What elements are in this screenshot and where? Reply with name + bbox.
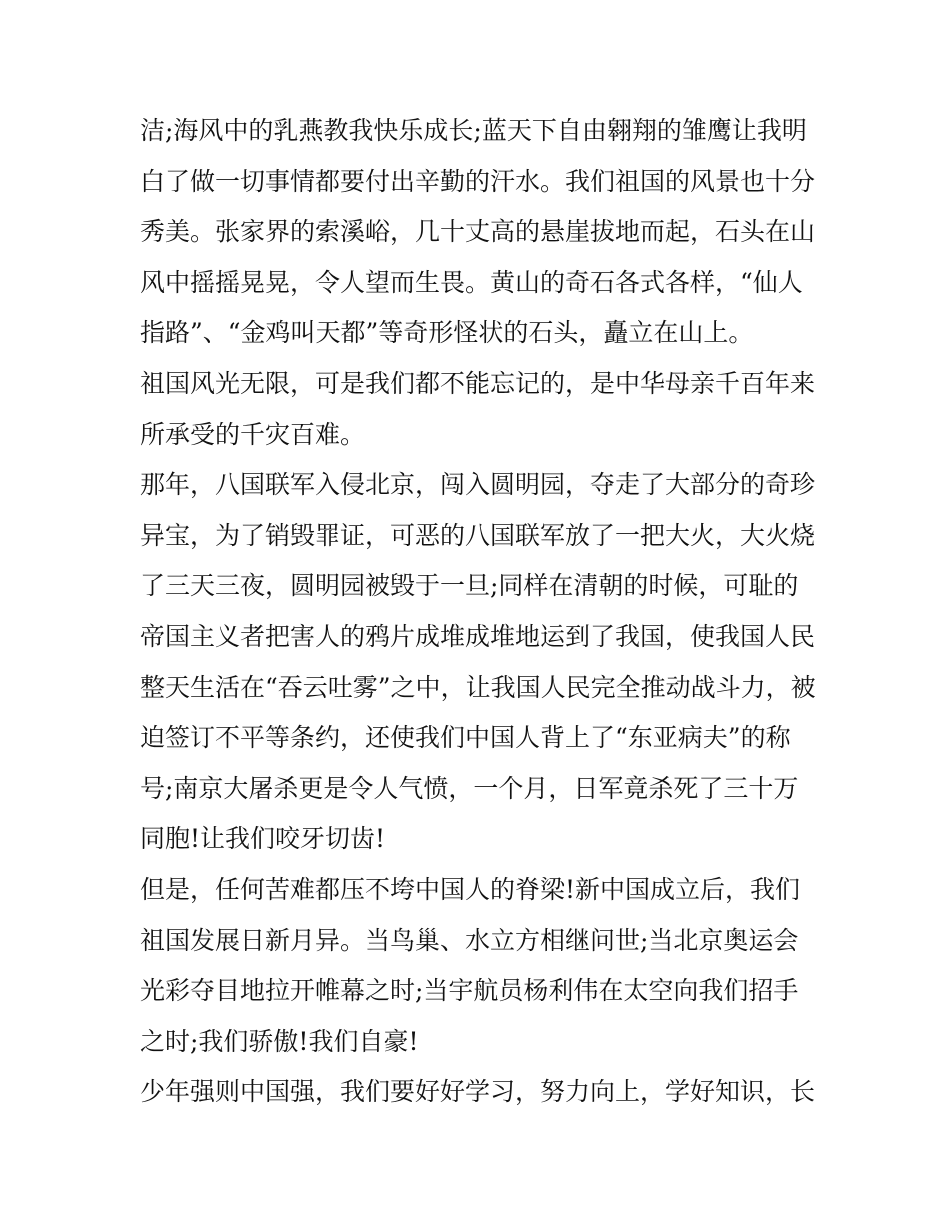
text-line-16: 但是，任何苦难都压不垮中国人的脊梁!新中国成立后，我们 — [140, 874, 801, 904]
text-line-13: 迫签订不平等条约，还使我们中国人背上了“东亚病夫”的称 — [140, 723, 791, 753]
text-line-1: 洁;海风中的乳燕教我快乐成长;蓝天下自由翱翔的雏鹰让我明 — [140, 116, 807, 145]
text-line-4: 风中摇摇晃晃，令人望而生畏。黄山的奇石各式各样，“仙人 — [140, 267, 803, 297]
body-text — [140, 106, 830, 1118]
text-line-10: 了三天三夜，圆明园被毁于一旦;同样在清朝的时候，可耻的 — [140, 571, 799, 601]
text-line-12: 整天生活在“吞云吐雾”之中，让我国人民完全推动战斗力，被 — [140, 672, 816, 702]
text-line-9: 异宝，为了销毁罪证，可恶的八国联军放了一把大火，大火烧 — [140, 520, 816, 550]
text-line-11: 帝国主义者把害人的鸦片成堆成堆地运到了我国，使我国人民 — [140, 621, 816, 651]
text-line-19: 之时;我们骄傲!我们自豪! — [140, 1026, 419, 1056]
text-line-18: 光彩夺目地拉开帷幕之时;当宇航员杨利伟在太空向我们招手 — [140, 976, 799, 1006]
text-line-8: 那年，八国联军入侵北京，闯入圆明园，夺走了大部分的奇珍 — [140, 470, 816, 500]
text-line-17: 祖国发展日新月异。当鸟巢、水立方相继问世;当北京奥运会 — [140, 925, 799, 955]
text-line-15: 同胞!让我们咬牙切齿! — [140, 824, 386, 854]
text-line-6: 祖国风光无限，可是我们都不能忘记的，是中华母亲千百年来 — [140, 368, 816, 398]
text-line-20: 少年强则中国强，我们要好好学习，努力向上，学好知识，长 — [140, 1077, 816, 1107]
text-line-7: 所承受的千灾百难。 — [140, 419, 366, 449]
text-line-5: 指路”、“金鸡叫天都”等奇形怪状的石头，矗立在山上。 — [140, 318, 754, 348]
text-line-2: 白了做一切事情都要付出辛勤的汗水。我们祖国的风景也十分 — [140, 166, 816, 196]
text-line-3: 秀美。张家界的索溪峪，几十丈高的悬崖拔地而起，石头在山 — [140, 217, 816, 247]
text-line-14: 号;南京大屠杀更是令人气愤，一个月，日军竟杀死了三十万 — [140, 773, 799, 803]
